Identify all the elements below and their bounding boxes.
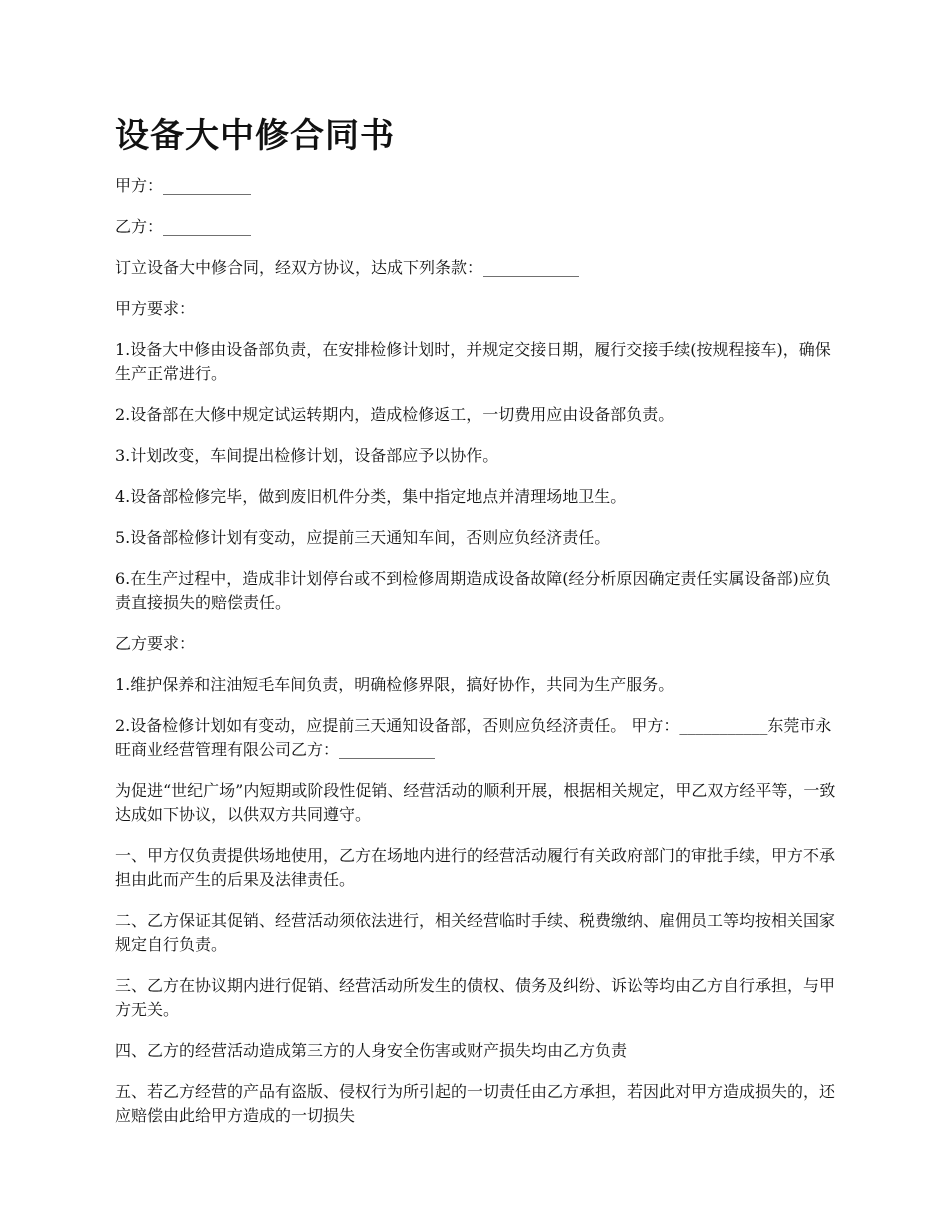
party-b-clause-1: 1.维护保养和注油短毛车间负责，明确检修界限，搞好协作，共同为生产服务。 <box>115 675 675 694</box>
party-b-clause-2: 2.设备检修计划如有变动，应提前三天通知设备部，否则应负经济责任。 甲方：___________东莞市永旺商业经营管理有限公司乙方：____________ <box>115 716 832 759</box>
party-b-requirements-heading: 乙方要求： <box>115 634 196 653</box>
party-a-clause-3: 3.计划改变，车间提出检修计划，设备部应予以协作。 <box>115 446 499 465</box>
party-b-line: 乙方：___________ <box>115 217 252 236</box>
document-body <box>115 174 840 1145</box>
party-a-line: 甲方：___________ <box>115 176 252 195</box>
party-a-clause-4: 4.设备部检修完毕，做到废旧机件分类，集中指定地点并清理场地卫生。 <box>115 487 627 506</box>
agreement-clause-1: 一、甲方仅负责提供场地使用，乙方在场地内进行的经营活动履行有关政府部门的审批手续，甲方不承担由此而产生的后果及法律责任。 <box>115 846 836 889</box>
document-title: 设备大中修合同书 <box>115 116 395 156</box>
agreement-clause-2: 二、乙方保证其促销、经营活动须依法进行，相关经营临时手续、税费缴纳、雇佣员工等均按相关国家规定自行负责。 <box>115 911 836 954</box>
agreement-clause-3: 三、乙方在协议期内进行促销、经营活动所发生的债权、债务及纠纷、诉讼等均由乙方自行承担，与甲方无关。 <box>115 976 836 1019</box>
party-a-clause-5: 5.设备部检修计划有变动，应提前三天通知车间，否则应负经济责任。 <box>115 528 611 547</box>
party-a-requirements-heading: 甲方要求： <box>115 299 196 318</box>
agreement-clause-4: 四、乙方的经营活动造成第三方的人身安全伤害或财产损失均由乙方负责 <box>115 1041 628 1060</box>
party-a-clause-1: 1.设备大中修由设备部负责，在安排检修计划时，并规定交接日期，履行交接手续(按规程接车)，确保生产正常进行。 <box>115 340 831 383</box>
agreement-clause-5: 五、若乙方经营的产品有盗版、侵权行为所引起的一切责任由乙方承担，若因此对甲方造成损失的，还应赔偿由此给甲方造成的一切损失 <box>115 1082 836 1125</box>
party-a-clause-2: 2.设备部在大修中规定试运转期内，造成检修返工，一切费用应由设备部负责。 <box>115 405 675 424</box>
party-a-clause-6: 6.在生产过程中，造成非计划停台或不到检修周期造成设备故障(经分析原因确定责任实属设备部)应负责直接损失的赔偿责任。 <box>115 569 831 612</box>
intro-paragraph: 订立设备大中修合同，经双方协议，达成下列条款：____________ <box>115 258 580 277</box>
agreement-preamble: 为促进“世纪广场”内短期或阶段性促销、经营活动的顺利开展，根据相关规定，甲乙双方经平等，一致达成如下协议，以供双方共同遵守。 <box>115 781 836 824</box>
